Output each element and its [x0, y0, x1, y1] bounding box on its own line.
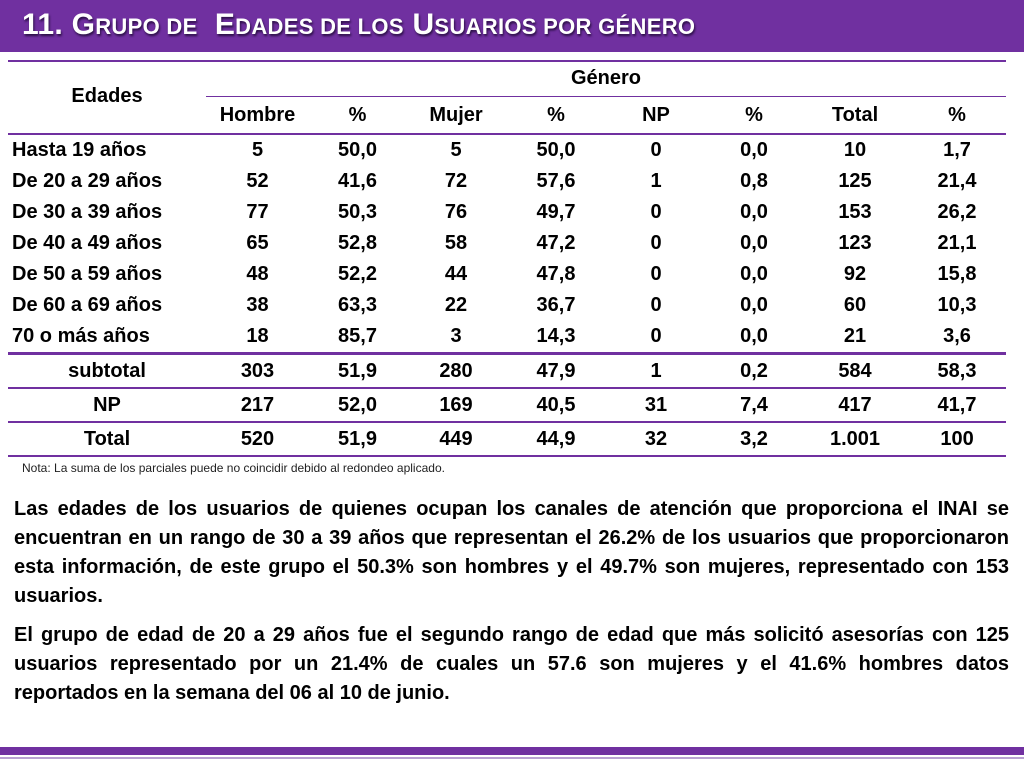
column-header: Total — [802, 97, 908, 135]
title-part: E — [214, 8, 236, 41]
table-cell: 50,3 — [338, 201, 377, 223]
table-cell: 76 — [444, 201, 468, 223]
paragraph: El grupo de edad de 20 a 29 años fue el segundo rango de edad que más solicitó asesorías con 125 usuarios representado por un 21.4% de cuales un 57.6 son mujeres y el 41.6% hombres datos reportados en la semana del 06 al 10 de junio. — [14, 624, 1009, 704]
table-cell: 52,2 — [338, 263, 377, 285]
table-cell: 0,0 — [740, 232, 768, 254]
table-cell: 0 — [650, 232, 662, 254]
table-cell: 5 — [251, 139, 264, 161]
table-cell: 52,0 — [309, 388, 406, 422]
table-cell: 41,6 — [338, 170, 377, 192]
header-edades: Edades — [8, 60, 206, 134]
table-row — [8, 259, 1006, 290]
table-cell: 51,9 — [309, 354, 406, 389]
table-cell: 303 — [206, 354, 309, 389]
row-label: De 50 a 59 años — [12, 263, 163, 285]
table-cell: 3,2 — [706, 422, 802, 456]
table-cell: 60 — [843, 294, 867, 316]
title-part: RUPO DE — [95, 14, 198, 39]
table-cell: 100 — [908, 422, 1006, 456]
table-cell: 32 — [606, 422, 706, 456]
table-cell: 1 — [650, 170, 662, 192]
column-header: % — [908, 97, 1006, 135]
table-cell: 0,0 — [740, 201, 768, 223]
table-cell: 5 — [450, 139, 462, 161]
table-cell: 10,3 — [937, 294, 977, 316]
table-cell: 7,4 — [706, 388, 802, 422]
title-part: G — [71, 8, 96, 41]
column-header: % — [309, 97, 406, 135]
title-part: SUARIOS POR GÉNERO — [434, 14, 696, 39]
table-cell: 65 — [246, 232, 269, 254]
table-cell: 1 — [606, 354, 706, 389]
column-header: % — [706, 97, 802, 135]
column-header: Hombre — [206, 97, 309, 135]
table-cell: 280 — [406, 354, 506, 389]
table-cell: 40,5 — [506, 388, 606, 422]
table-cell: 3,6 — [943, 325, 971, 347]
table-cell: 57,6 — [536, 170, 576, 192]
table-cell: 0,0 — [740, 139, 768, 161]
table-cell: 52 — [246, 170, 269, 192]
table-row — [8, 166, 1006, 197]
table-cell: 50,0 — [536, 139, 576, 161]
table-cell: 26,2 — [937, 201, 977, 223]
table-row — [8, 228, 1006, 259]
summary-label: Total — [8, 422, 206, 456]
summary-label: subtotal — [8, 354, 206, 389]
table-cell: 22 — [444, 294, 468, 316]
footer-bar — [0, 747, 1024, 755]
row-label: 70 o más años — [12, 325, 150, 347]
table-cell: 0,0 — [740, 294, 768, 316]
table-cell: 52,8 — [338, 232, 377, 254]
header-genero: Género — [206, 60, 1006, 97]
row-label: De 60 a 69 años — [12, 294, 163, 316]
table-cell: 1.001 — [802, 422, 908, 456]
table-cell: 77 — [246, 201, 269, 223]
table-cell: 125 — [838, 170, 872, 192]
table-cell: 44 — [444, 263, 468, 285]
title-part: U — [412, 8, 435, 41]
table-cell: 18 — [246, 325, 269, 347]
table-cell: 0,2 — [706, 354, 802, 389]
table-cell: 0 — [650, 294, 662, 316]
table-cell: 51,9 — [309, 422, 406, 456]
title-part: DADES DE LOS — [235, 14, 404, 39]
table-cell: 0 — [650, 325, 662, 347]
table-cell: 21 — [843, 325, 867, 347]
table-cell: 72 — [444, 170, 468, 192]
column-header: Mujer — [406, 97, 506, 135]
table-cell: 41,7 — [908, 388, 1006, 422]
table-row — [8, 134, 1006, 166]
table-cell: 1,7 — [943, 139, 971, 161]
table-cell: 0 — [650, 201, 662, 223]
summary-row — [8, 354, 1006, 389]
summary-row — [8, 422, 1006, 456]
age-gender-table-container — [8, 60, 1006, 457]
table-cell: 10 — [843, 139, 867, 161]
summary-row — [8, 388, 1006, 422]
table-cell: 0,8 — [740, 170, 768, 192]
row-label: De 40 a 49 años — [12, 232, 163, 254]
body-text — [14, 495, 1009, 718]
summary-label: NP — [8, 388, 206, 422]
table-cell: 36,7 — [536, 294, 576, 316]
table-cell: 0 — [650, 139, 662, 161]
row-label: De 30 a 39 años — [12, 201, 163, 223]
table-cell: 217 — [206, 388, 309, 422]
table-cell: 47,2 — [536, 232, 576, 254]
title-number: 11. — [22, 8, 63, 41]
table-cell: 0,0 — [740, 263, 768, 285]
table-cell: 123 — [838, 232, 872, 254]
table-cell: 3 — [450, 325, 462, 347]
table-row — [8, 290, 1006, 321]
age-gender-table — [8, 60, 1006, 457]
table-cell: 63,3 — [338, 294, 377, 316]
table-cell: 14,3 — [536, 325, 576, 347]
table-cell: 92 — [843, 263, 867, 285]
column-header: NP — [606, 97, 706, 135]
table-cell: 0,0 — [740, 325, 768, 347]
table-note: Nota: La suma de los parciales puede no coincidir debido al redondeo aplicado. — [22, 461, 445, 475]
table-cell: 49,7 — [536, 201, 576, 223]
table-cell: 21,4 — [937, 170, 977, 192]
row-label: De 20 a 29 años — [12, 170, 163, 192]
table-cell: 47,8 — [536, 263, 576, 285]
table-cell: 47,9 — [506, 354, 606, 389]
table-cell: 50,0 — [338, 139, 377, 161]
table-row — [8, 197, 1006, 228]
table-cell: 449 — [406, 422, 506, 456]
table-cell: 38 — [246, 294, 269, 316]
column-header: % — [506, 97, 606, 135]
table-cell: 48 — [246, 263, 269, 285]
table-cell: 21,1 — [937, 232, 977, 254]
title-bar — [0, 0, 1024, 52]
table-cell: 31 — [606, 388, 706, 422]
table-cell: 520 — [206, 422, 309, 456]
table-cell: 584 — [802, 354, 908, 389]
table-cell: 153 — [838, 201, 872, 223]
table-cell: 15,8 — [937, 263, 977, 285]
table-cell: 0 — [650, 263, 662, 285]
table-cell: 169 — [406, 388, 506, 422]
table-row — [8, 321, 1006, 354]
footer-line — [0, 757, 1024, 759]
table-cell: 58,3 — [908, 354, 1006, 389]
paragraph: Las edades de los usuarios de quienes ocupan los canales de atención que proporciona el INAI se encuentran en un rango de 30 a 39 años que representan el 26.2% de los usuarios que proporcionaron esta información, de este grupo el 50.3% son hombres y el 49.7% son mujeres, representado con 153 usuarios. — [14, 498, 1009, 607]
table-cell: 85,7 — [338, 325, 377, 347]
table-cell: 44,9 — [506, 422, 606, 456]
table-cell: 417 — [802, 388, 908, 422]
page-title — [22, 8, 695, 42]
row-label: Hasta 19 años — [12, 139, 147, 161]
table-cell: 58 — [444, 232, 468, 254]
